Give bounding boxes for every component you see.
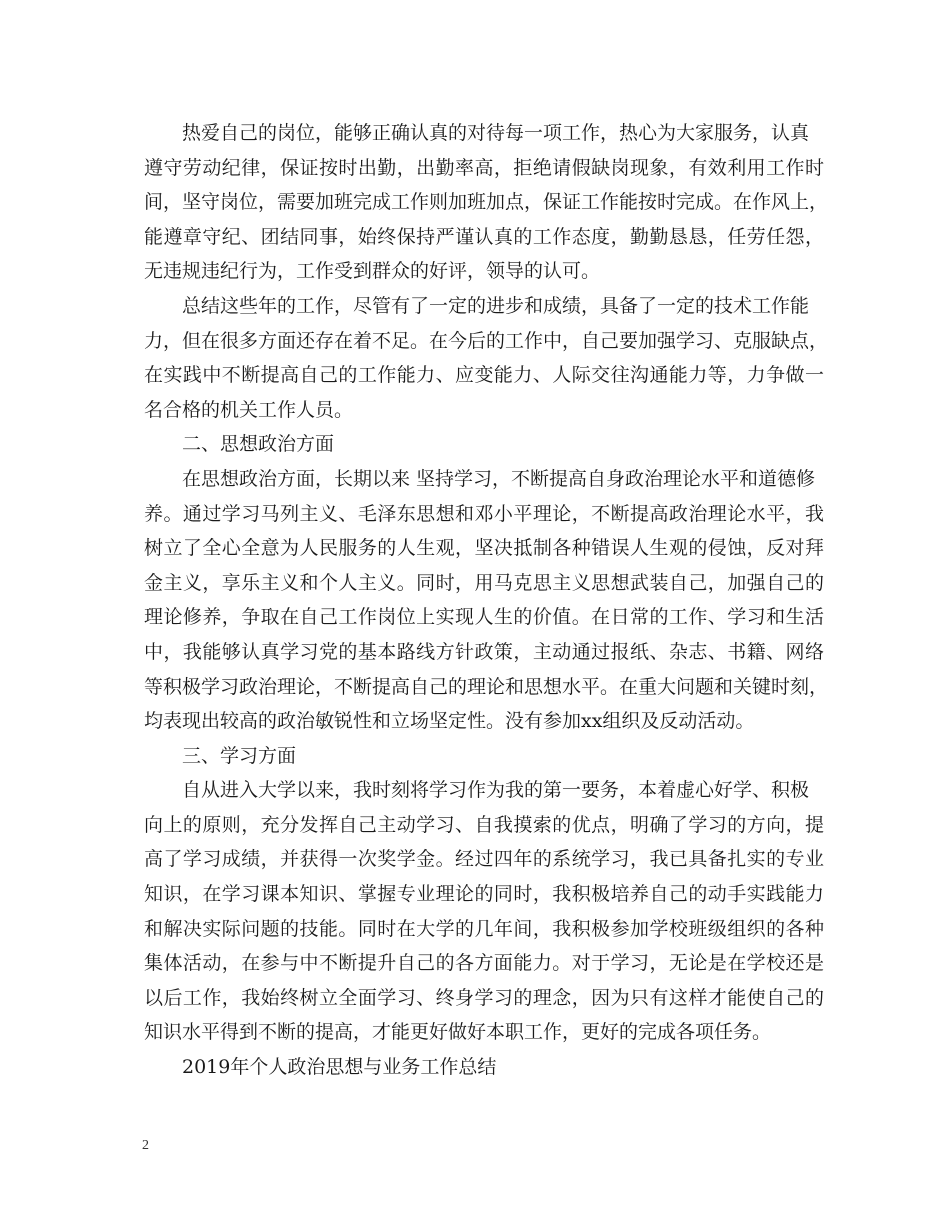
section-heading: 三、学习方面 xyxy=(182,744,297,767)
paragraph-line: 树立了全心全意为人民服务的人生观，坚决抵制各种错误人生观的侵蚀，反对拜 xyxy=(144,537,824,560)
paragraph-line: 知识，在学习课本知识、掌握专业理论的同时，我积极培养自己的动手实践能力 xyxy=(144,883,824,906)
paragraph-line: 高了学习成绩，并获得一次奖学金。经过四年的系统学习，我已具备扎实的专业 xyxy=(144,848,824,871)
paragraph-line: 以后工作，我始终树立全面学习、终身学习的理念，因为只有这样才能使自己的 xyxy=(144,986,824,1009)
paragraph-line: 总结这些年的工作，尽管有了一定的进步和成绩，具备了一定的技术工作能 xyxy=(182,294,810,317)
document-title-line: 2019年个人政治思想与业务工作总结 xyxy=(182,1056,497,1079)
paragraph-line: 向上的原则，充分发挥自己主动学习、自我摸索的优点，明确了学习的方向，提 xyxy=(144,813,824,836)
paragraph-line: 中，我能够认真学习党的基本路线方针政策，主动通过报纸、杂志、书籍、网络 xyxy=(144,640,824,663)
page-number: 2 xyxy=(142,1138,149,1153)
paragraph-line: 养。通过学习马列主义、毛泽东思想和邓小平理论，不断提高政治理论水平，我 xyxy=(144,502,824,525)
paragraph-line: 遵守劳动纪律，保证按时出勤，出勤率高，拒绝请假缺岗现象，有效利用工作时 xyxy=(144,156,824,179)
document-body xyxy=(144,116,829,1085)
paragraph-line: 理论修养，争取在自己工作岗位上实现人生的价值。在日常的工作、学习和生活 xyxy=(144,606,824,629)
section-heading: 二、思想政治方面 xyxy=(182,433,335,456)
paragraph-line: 集体活动，在参与中不断提升自己的各方面能力。对于学习，无论是在学校还是 xyxy=(144,952,824,975)
paragraph-line: 均表现出较高的政治敏锐性和立场坚定性。没有参加xx组织及反动活动。 xyxy=(144,710,755,733)
paragraph-line: 等积极学习政治理论，不断提高自己的理论和思想水平。在重大问题和关键时刻， xyxy=(144,675,829,698)
paragraph-line: 能遵章守纪、团结同事，始终保持严谨认真的工作态度，勤勤恳恳，任劳任怨， xyxy=(144,225,824,248)
paragraph-line: 和解决实际问题的技能。同时在大学的几年间，我积极参加学校班级组织的各种 xyxy=(144,917,824,940)
paragraph-line: 名合格的机关工作人员。 xyxy=(144,398,354,421)
paragraph-line: 自从进入大学以来，我时刻将学习作为我的第一要务，本着虚心好学、积极 xyxy=(182,779,810,802)
paragraph-line: 金主义，享乐主义和个人主义。同时，用马克思主义思想武装自己，加强自己的 xyxy=(144,571,824,594)
paragraph-line: 热爱自己的岗位，能够正确认真的对待每一项工作，热心为大家服务，认真 xyxy=(182,122,810,144)
paragraph-line: 在思想政治方面，长期以来 坚持学习，不断提高自身政治理论水平和道德修 xyxy=(182,467,816,490)
paragraph-line: 知识水平得到不断的提高，才能更好做好本职工作，更好的完成各项任务。 xyxy=(144,1021,772,1044)
paragraph-line: 间，坚守岗位，需要加班完成工作则加班加点，保证工作能按时完成。在作风上， xyxy=(144,191,829,214)
paragraph-line: 力，但在很多方面还存在着不足。在今后的工作中，自己要加强学习、克服缺点， xyxy=(144,329,829,352)
paragraph-line: 在实践中不断提高自己的工作能力、应变能力、人际交往沟通能力等，力争做一 xyxy=(144,364,824,387)
paragraph-line: 无违规违纪行为，工作受到群众的好评，领导的认可。 xyxy=(144,260,601,283)
